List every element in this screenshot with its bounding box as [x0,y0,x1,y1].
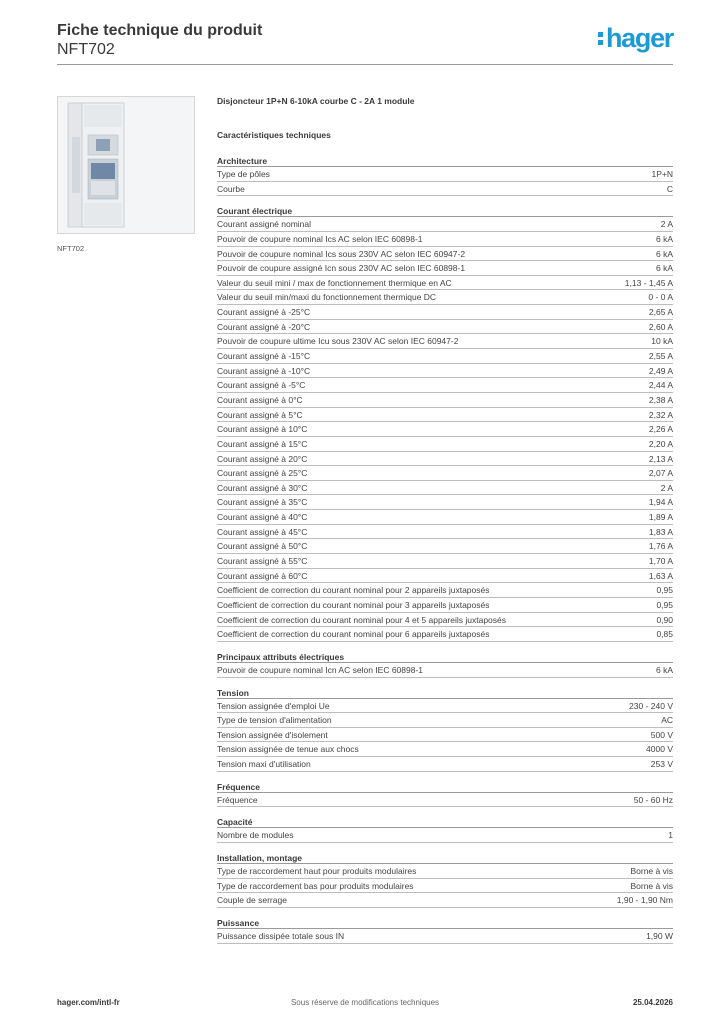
spec-value: 1,76 A [648,541,673,552]
spec-label: Pouvoir de coupure nominal Ics AC selon IEC 60898-1 [217,233,423,244]
spec-value: 0,95 [656,585,673,596]
footer-date: 25.04.2026 [632,998,673,1007]
spec-row [217,569,673,584]
spec-section [217,853,673,908]
spec-label: Courant assigné à 30°C [217,482,308,493]
spec-value: 1,90 W [646,930,673,941]
spec-value: 6 kA [655,248,673,259]
spec-row [217,929,673,944]
spec-label: Coefficient de correction du courant nominal pour 3 appareils juxtaposés [217,599,490,610]
image-caption: NFT702 [57,244,85,253]
spec-row [217,539,673,554]
section-title: Installation, montage [217,853,673,864]
footer-notice: Sous réserve de modifications techniques [290,998,440,1007]
spec-row [217,893,673,908]
spec-value: 2,32 A [648,409,673,420]
spec-row [217,276,673,291]
spec-value: 1P+N [651,169,673,179]
spec-section [217,652,673,678]
technical-characteristics-title: Caractéristiques techniques [217,130,331,140]
spec-label: Courant assigné à 20°C [217,453,308,464]
spec-label: Courant assigné à 0°C [217,394,303,405]
spec-label: Courant assigné à 45°C [217,526,308,537]
spec-value: 2,20 A [648,438,673,449]
spec-label: Courant assigné à 50°C [217,541,308,552]
spec-label: Courant assigné à -10°C [217,365,311,376]
spec-section [217,156,673,196]
spec-label: Courant assigné à 35°C [217,497,308,508]
spec-row [217,182,673,197]
spec-row [217,879,673,894]
spec-row [217,864,673,879]
spec-label: Type de pôles [217,169,270,179]
spec-label: Tension assignée d'emploi Ue [217,700,330,711]
product-reference: NFT702 [57,41,115,58]
spec-label: Courant assigné à 55°C [217,556,308,567]
spec-label: Courant assigné à -25°C [217,307,311,318]
spec-value: 1,63 A [648,570,673,581]
page-header [57,20,673,70]
spec-value: C [666,183,673,194]
product-image [57,96,195,234]
spec-value: 10 kA [651,336,673,347]
spec-value: Borne à vis [630,865,673,876]
spec-value: 253 V [650,759,673,770]
spec-label: Type de raccordement haut pour produits modulaires [217,865,417,876]
section-title: Tension [217,688,673,699]
spec-value: 1,94 A [648,497,673,508]
spec-value: 1,89 A [648,512,673,523]
spec-value: 4000 V [646,744,673,755]
spec-section [217,918,673,944]
spec-value: 0 - 0 A [648,292,673,303]
spec-label: Couple de serrage [217,895,287,906]
spec-value: 500 V [650,729,673,740]
spec-value: 2 A [660,482,673,493]
spec-row [217,305,673,320]
spec-row [217,728,673,743]
spec-value: 1 [668,830,673,841]
spec-label: Pouvoir de coupure assigné Icn sous 230V AC selon IEC 60898-1 [217,263,466,274]
spec-row [217,598,673,613]
spec-row [217,422,673,437]
header-divider [57,64,673,65]
spec-label: Type de raccordement bas pour produits modulaires [217,880,414,891]
spec-row [217,495,673,510]
section-title: Puissance [217,918,673,929]
section-title: Courant électrique [217,206,673,217]
section-title: Fréquence [217,782,673,793]
spec-row [217,247,673,262]
spec-row [217,232,673,247]
spec-value: 2,49 A [648,365,673,376]
spec-row [217,663,673,678]
product-description: Disjoncteur 1P+N 6-10kA courbe C - 2A 1 module [217,96,415,106]
circuit-breaker-icon [58,97,194,233]
spec-value: 1,90 - 1,90 Nm [616,895,673,906]
spec-value: 6 kA [655,233,673,244]
spec-label: Nombre de modules [217,830,294,841]
spec-label: Courant assigné à -15°C [217,351,311,362]
spec-value: 2,38 A [648,394,673,405]
spec-row [217,742,673,757]
spec-label: Pouvoir de coupure nominal Icn AC selon IEC 60898-1 [217,664,424,675]
spec-value: 2,07 A [648,468,673,479]
spec-row [217,290,673,305]
spec-label: Courant assigné à 5°C [217,409,303,420]
spec-value: 2,60 A [648,321,673,332]
spec-value: 6 kA [655,263,673,274]
spec-label: Courant assigné à 15°C [217,438,308,449]
spec-row [217,627,673,642]
spec-label: Courant assigné à 10°C [217,424,308,435]
spec-label: Tension assignée de tenue aux chocs [217,744,359,755]
spec-row [217,393,673,408]
spec-row [217,481,673,496]
spec-label: Pouvoir de coupure nominal Ics sous 230V AC selon IEC 60947-2 [217,248,466,259]
spec-section [217,688,673,772]
spec-row [217,217,673,232]
spec-label: Courant assigné à 25°C [217,468,308,479]
spec-row [217,408,673,423]
hager-logo [598,25,673,52]
spec-row [217,167,673,182]
spec-row [217,757,673,772]
spec-section [217,817,673,843]
spec-value: 1,13 - 1,45 A [624,277,673,288]
spec-value: 1,83 A [648,526,673,537]
spec-label: Tension assignée d'isolement [217,729,328,740]
spec-row [217,452,673,467]
logo-text: hager [605,23,673,53]
spec-row [217,364,673,379]
spec-label: Valeur du seuil mini / max de fonctionnement thermique en AC [217,277,452,288]
spec-row [217,437,673,452]
section-title: Capacité [217,817,673,828]
spec-value: 50 - 60 Hz [633,794,673,805]
spec-label: Coefficient de correction du courant nominal pour 6 appareils juxtaposés [217,629,490,640]
spec-value: 1,70 A [648,556,673,567]
spec-label: Puissance dissipée totale sous IN [217,930,345,941]
spec-value: AC [661,715,673,726]
spec-label: Coefficient de correction du courant nominal pour 2 appareils juxtaposés [217,585,490,596]
spec-value: 2,13 A [648,453,673,464]
spec-label: Courant assigné à -20°C [217,321,311,332]
spec-row [217,349,673,364]
spec-label: Courant assigné à 60°C [217,570,308,581]
spec-value: 2,26 A [648,424,673,435]
spec-row [217,334,673,349]
spec-label: Courbe [217,183,245,194]
spec-row [217,466,673,481]
spec-row [217,713,673,728]
spec-section [217,206,673,642]
spec-section [217,782,673,808]
spec-value: Borne à vis [630,880,673,891]
spec-value: 0,85 [656,629,673,640]
spec-label: Pouvoir de coupure ultime Icu sous 230V AC selon IEC 60947-2 [217,336,459,347]
section-title: Architecture [217,156,673,167]
spec-value: 0,90 [656,614,673,625]
document-title: Fiche technique du produit [57,22,263,39]
logo-dots-icon [598,32,603,45]
spec-row [217,793,673,808]
spec-row [217,510,673,525]
spec-value: 2,65 A [648,307,673,318]
spec-label: Valeur du seuil min/maxi du fonctionnement thermique DC [217,292,437,303]
section-title: Principaux attributs électriques [217,652,673,663]
spec-row [217,613,673,628]
spec-value: 230 - 240 V [629,700,673,711]
spec-row [217,699,673,714]
spec-row [217,583,673,598]
spec-label: Coefficient de correction du courant nominal pour 4 et 5 appareils juxtaposés [217,614,507,625]
spec-value: 2,55 A [648,351,673,362]
spec-value: 2,44 A [648,380,673,391]
spec-label: Courant assigné nominal [217,219,312,230]
spec-row [217,261,673,276]
spec-label: Type de tension d'alimentation [217,715,332,726]
footer-website: hager.com/intl-fr [57,998,120,1007]
spec-label: Courant assigné à -5°C [217,380,306,391]
spec-value: 2 A [660,219,673,230]
spec-row [217,554,673,569]
spec-label: Tension maxi d'utilisation [217,759,311,770]
spec-row [217,828,673,843]
spec-row [217,320,673,335]
spec-row [217,378,673,393]
spec-row [217,525,673,540]
spec-label: Fréquence [217,794,258,805]
spec-value: 0,95 [656,599,673,610]
spec-label: Courant assigné à 40°C [217,512,308,523]
characteristics-sections [217,156,673,954]
spec-value: 6 kA [655,664,673,675]
